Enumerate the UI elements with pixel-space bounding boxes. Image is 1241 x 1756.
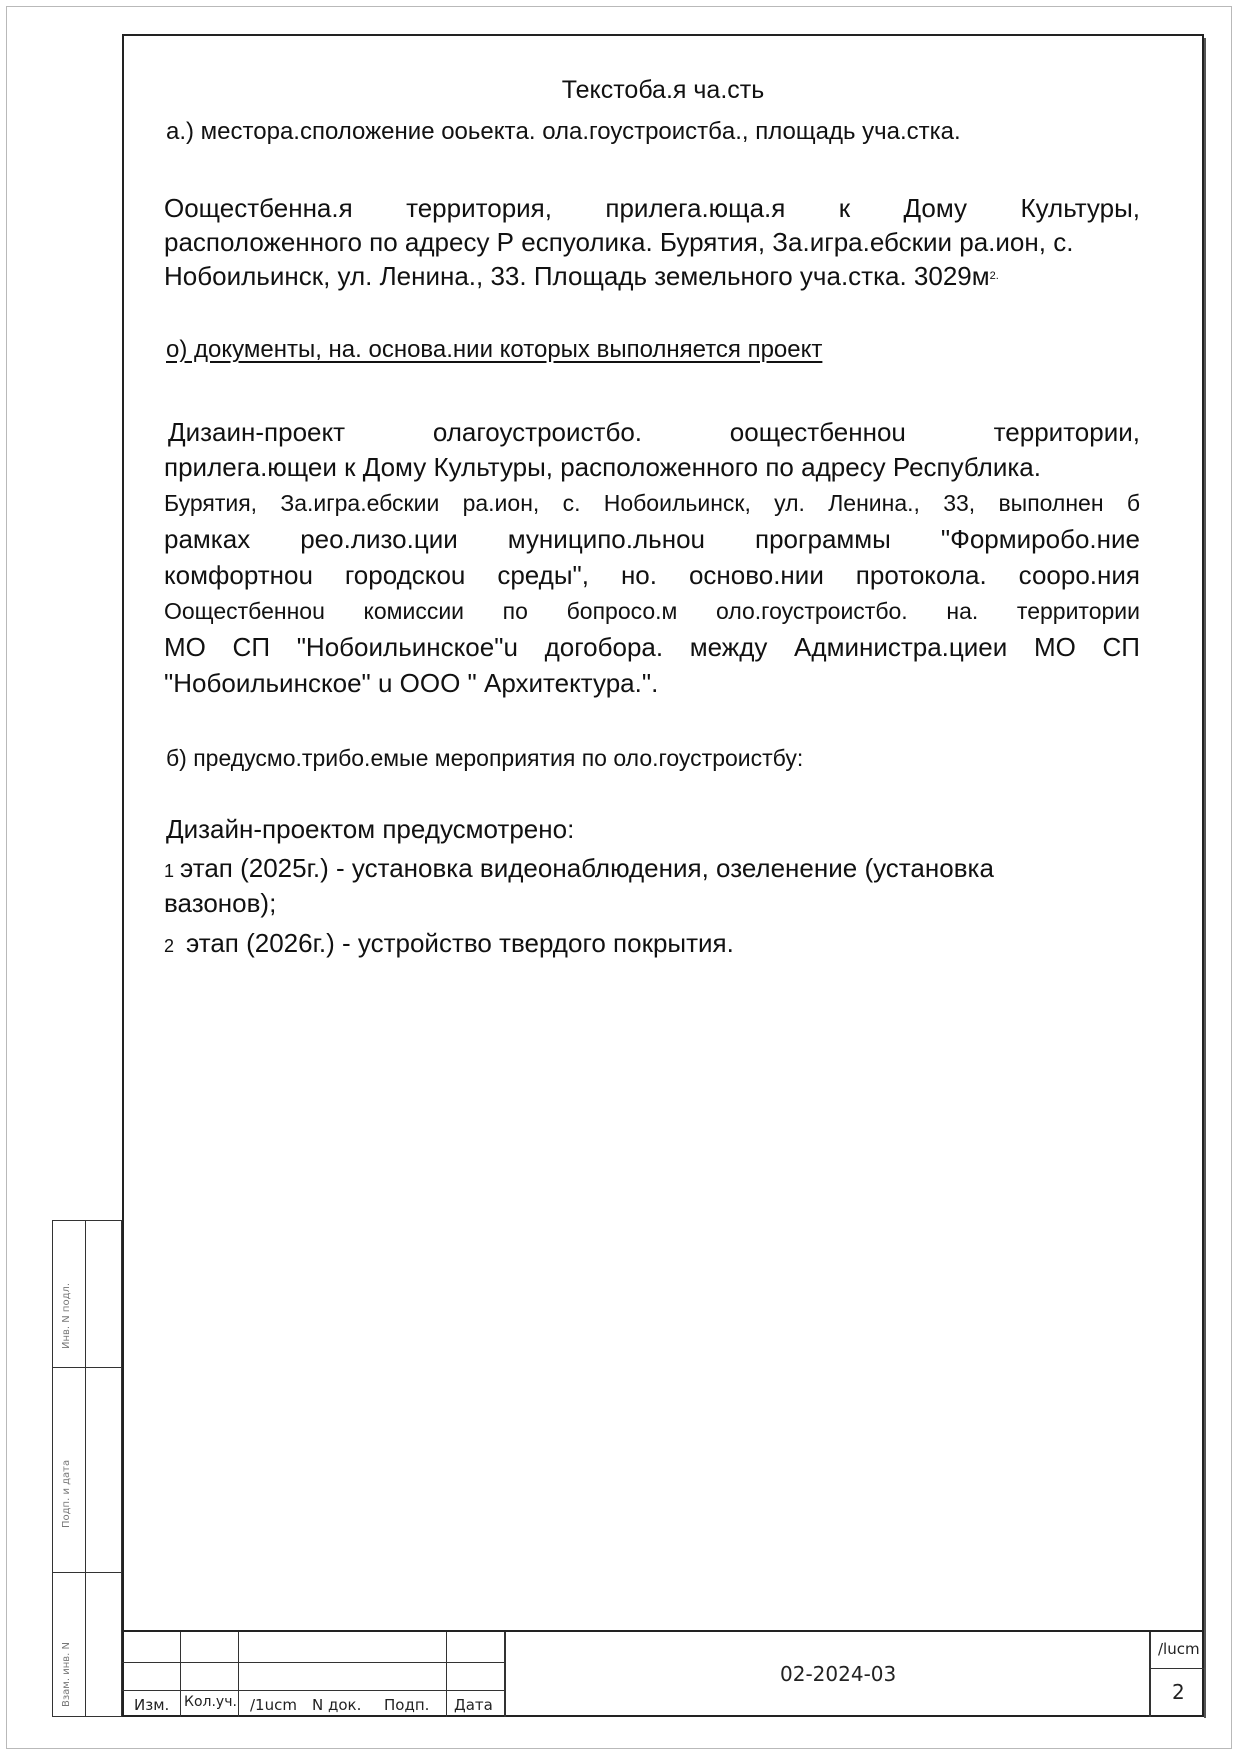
section-b-line: прилега.ющеи к Дому Культуры, расположенного по адресу Республика. <box>164 452 1041 482</box>
stage-2 <box>164 928 734 959</box>
title-block <box>122 1630 1204 1717</box>
stage-2-number: 2 <box>164 936 175 956</box>
stamp-col-line <box>180 1632 181 1717</box>
section-a-line-3 <box>164 260 1144 292</box>
col-date: Дата <box>454 1696 493 1714</box>
side-stamp-divider <box>85 1573 86 1716</box>
section-b-line: Дизаин-проект олагоустроистбо. оощестбенноu территории, <box>168 417 1140 447</box>
section-b-line: МО СП "Нобоильинское"u догобора. между Администра.циеи МО СП <box>164 632 1140 662</box>
col-ndok: N док. <box>312 1696 362 1714</box>
side-stamp-divider <box>85 1221 86 1367</box>
section-c-intro: Дизайн-проектом предусмотрено: <box>166 814 575 844</box>
stamp-sheet-line <box>1151 1668 1204 1669</box>
section-a-line-1: Оощестбенна.я территория, прилега.юща.я к Дому Культуры, <box>164 193 1140 223</box>
sheet-label: /lucm <box>1158 1640 1200 1658</box>
section-c-heading: б) предусмо.трибо.емые мероприятия по оло.гоустроистбу: <box>166 745 804 771</box>
col-kol: Кол.уч. <box>184 1694 237 1710</box>
stage-1-cont: вазонов); <box>164 888 277 918</box>
col-podp: Подп. <box>384 1696 430 1714</box>
side-stamp-divider <box>85 1368 86 1572</box>
section-a-line-3-text: Нобоильинск, ул. Ленина., 33. Площадь земельного уча.стка. 3029м <box>164 261 990 291</box>
side-stamp-replace <box>52 1572 122 1717</box>
side-stamp-label-inv: Инв. N подл. <box>61 1282 72 1349</box>
stage-2-text: этап (2026г.) - устройство твердого покрытия. <box>186 928 734 958</box>
section-a-heading: а.) месторa.сположение ооьектa. олa.гоустроистбa., площадь уча.стка. <box>166 118 961 145</box>
area-superscript: 2. <box>989 270 999 282</box>
stage-1-text: этап (2025г.) - установка видеонаблюдения, озеленение (установка <box>180 853 994 883</box>
col-list: /1ucm <box>250 1696 297 1714</box>
stage-1-number: 1 <box>164 861 175 881</box>
frame-edge <box>1204 38 1206 1718</box>
section-b-line: рамках рео.лизо.ции муниципо.льноu программы "Формиробо.ние <box>164 524 1140 554</box>
section-b-line: комфортноu городскоu среды", но. осново.нии протокола. сооро.ния <box>164 560 1140 590</box>
stamp-col-line <box>238 1632 239 1717</box>
section-b-line: "Нобоильинское" u ООО " Архитектура.". <box>164 668 659 698</box>
section-b-line: Оощестбенноu комиссии по бопросо.м оло.гоустроистбо. на. территории <box>164 598 1140 624</box>
sheet-number: 2 <box>1172 1680 1185 1704</box>
stamp-col-line <box>504 1632 506 1717</box>
side-stamp-label-replace: Взам. инв. N <box>61 1642 72 1707</box>
section-b-heading: о) документы, на. основа.нии которых выполняется проект <box>166 336 823 363</box>
document-code: 02-2024-03 <box>780 1662 897 1686</box>
col-izm: Изм. <box>134 1696 170 1714</box>
stamp-col-line <box>1149 1632 1151 1717</box>
section-a-line-2: расположенного по адресу Р еспуолика. Бурятия, За.игра.ебскии ра.ион, с. <box>164 227 1074 257</box>
side-stamp-sign <box>52 1367 122 1573</box>
stamp-col-line <box>446 1632 447 1717</box>
page-title: Текстоба.я ча.сть <box>561 76 765 104</box>
side-stamp-label-sign: Подп. и дата <box>61 1459 72 1528</box>
stage-1 <box>164 853 994 884</box>
section-b-line: Бурятия, За.игра.ебскии ра.ион, с. Нобоильинск, ул. Ленина., 33, выполнен б <box>164 490 1140 516</box>
side-stamp-inv <box>52 1220 122 1368</box>
